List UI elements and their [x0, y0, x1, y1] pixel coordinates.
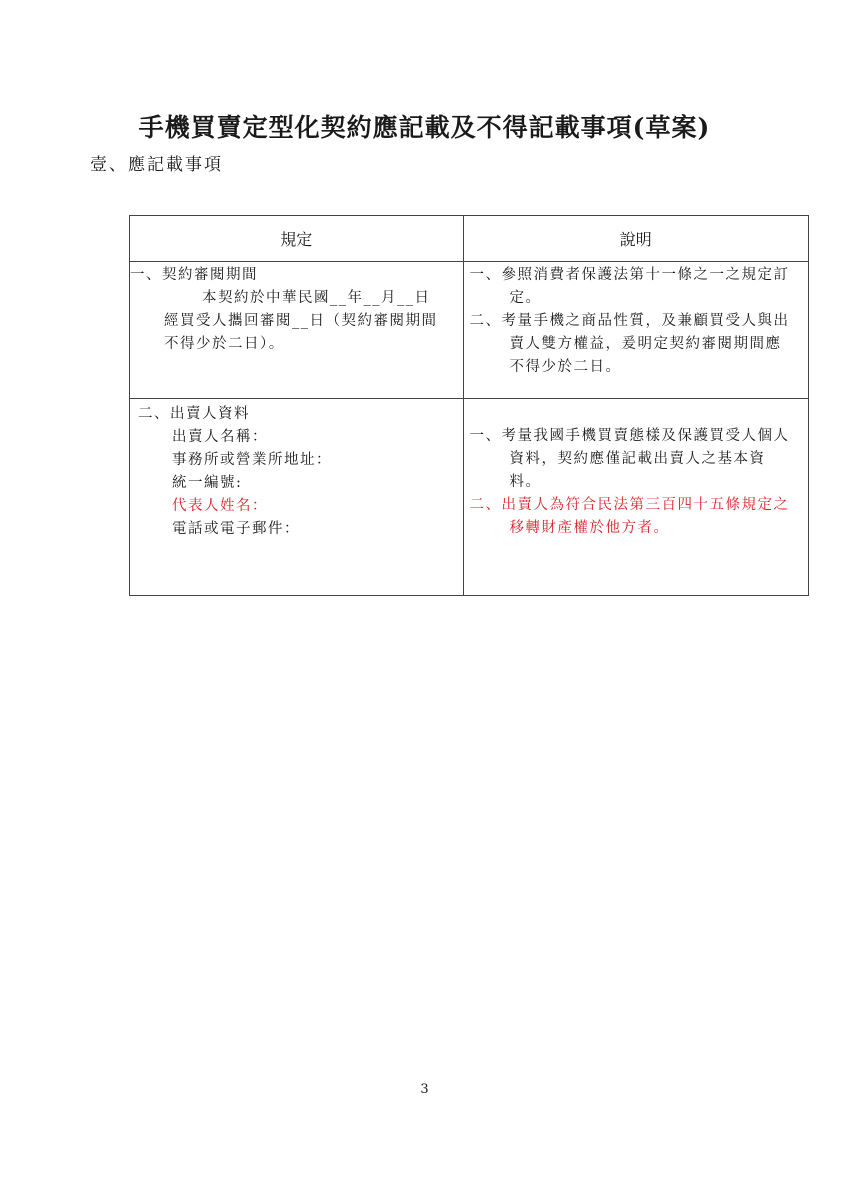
column-header-explanation: 說明 — [463, 216, 808, 262]
provision-heading: 一、契約審閱期間 — [130, 267, 258, 283]
provision-text-line: 本契約於中華民國__年__月__日 — [202, 290, 431, 306]
explanation-cell — [463, 399, 808, 596]
provision-text-line: 不得少於二日）。 — [164, 336, 285, 352]
explanation-item: 一、考量我國手機買賣態樣及保護買受人個人資料，契約應僅記載出賣人之基本資料。 — [469, 428, 790, 490]
field-label-seller-name: 出賣人名稱： — [172, 429, 268, 445]
field-label-representative-name: 代表人姓名： — [172, 498, 268, 514]
provisions-table — [129, 215, 809, 596]
provision-cell — [130, 262, 464, 399]
field-label-tax-id: 統一編號: — [172, 475, 243, 491]
explanation-item-highlighted: 二、出賣人為符合民法第三百四十五條規定之移轉財產權於他方者。 — [469, 497, 790, 536]
document-title: 手機買賣定型化契約應記載及不得記載事項(草案) — [138, 113, 711, 142]
provision-text-line: 經買受人攜回審閱__日（契約審閱期間 — [164, 313, 438, 329]
table-row — [130, 399, 809, 596]
explanation-item: 一、參照消費者保護法第十一條之一之規定訂定。 — [469, 267, 790, 306]
page-number: 3 — [420, 1082, 429, 1097]
table-row — [130, 262, 809, 399]
column-header-provision: 規定 — [130, 216, 464, 262]
explanation-item: 二、考量手機之商品性質，及兼顧買受人與出賣人雙方權益，爰明定契約審閱期間應不得少於二日。 — [469, 313, 790, 375]
field-label-phone-email: 電話或電子郵件： — [172, 521, 300, 537]
provision-heading: 二、出賣人資料 — [138, 406, 250, 422]
field-label-address: 事務所或營業所地址： — [172, 452, 332, 468]
provision-cell — [130, 399, 464, 596]
section-heading: 壹、應記載事項 — [90, 155, 223, 175]
explanation-cell — [463, 262, 808, 399]
table-header-row — [130, 216, 809, 262]
